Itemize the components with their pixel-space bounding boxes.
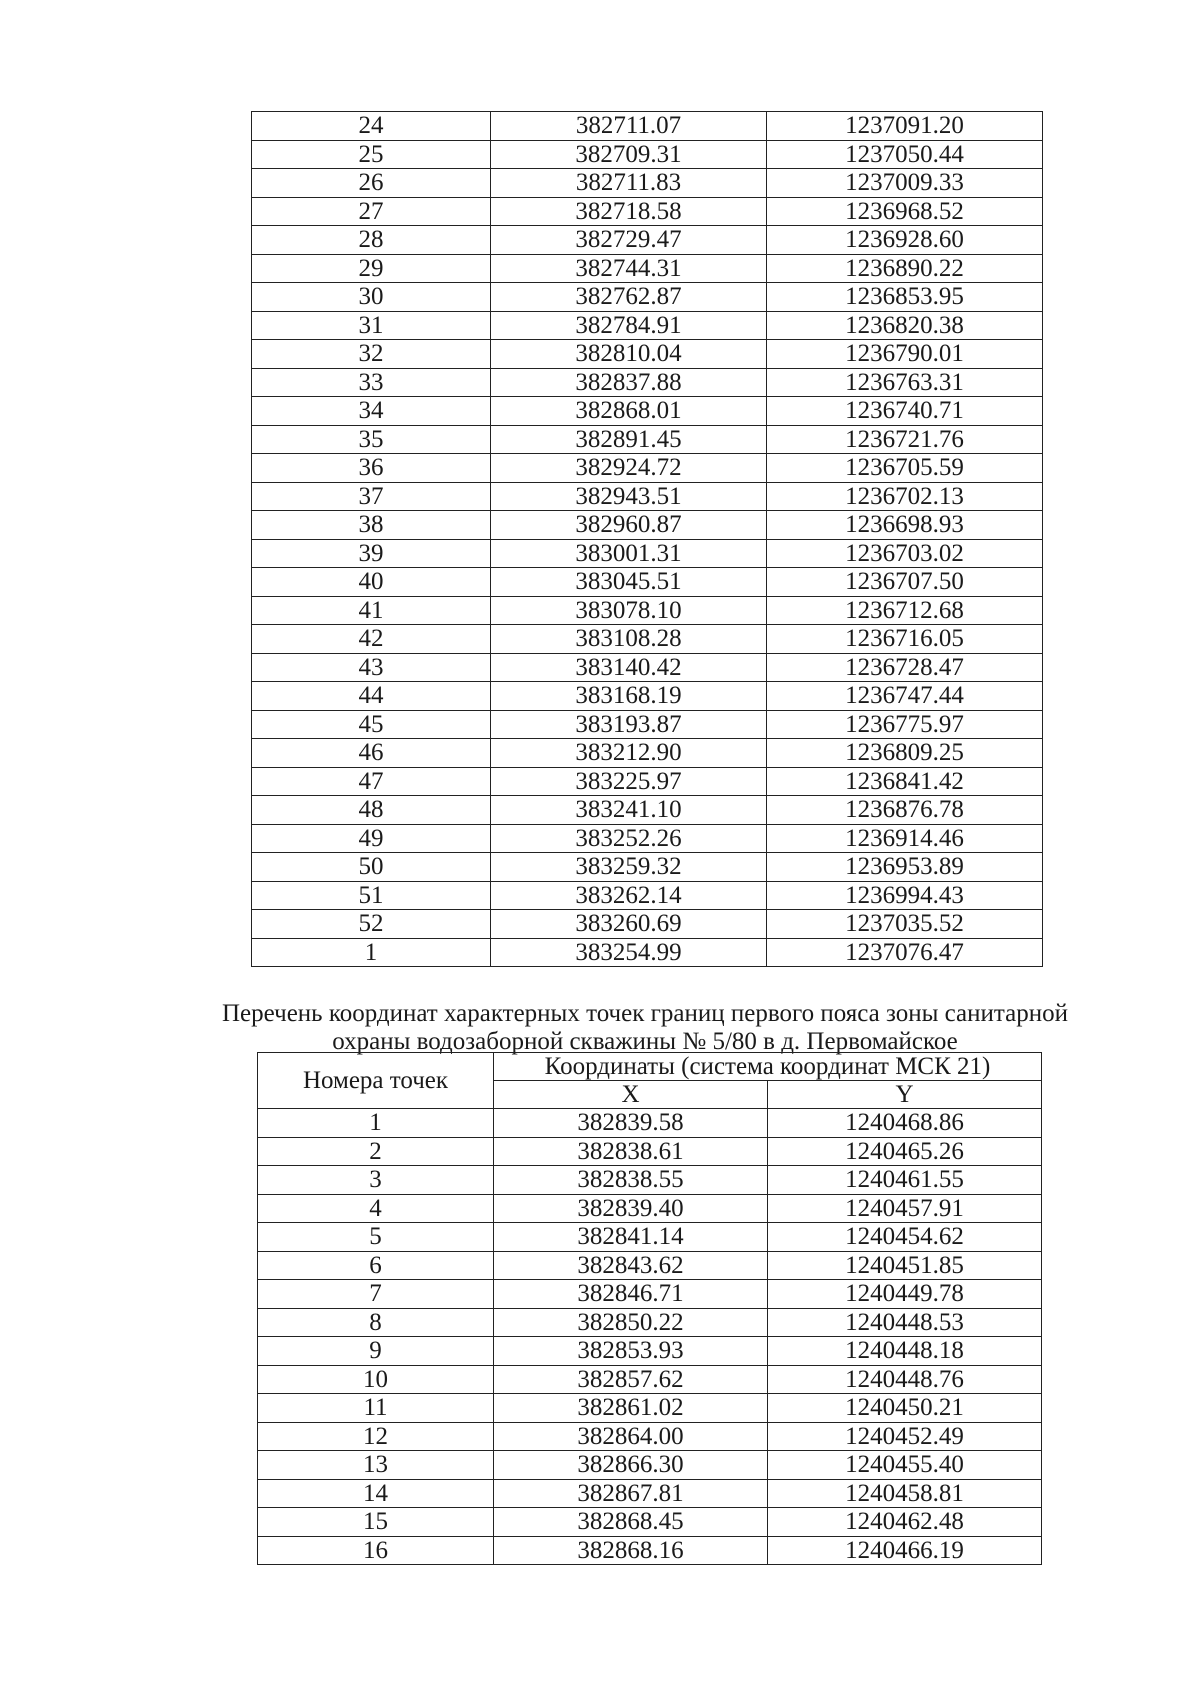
caption-line-1: Перечень координат характерных точек границ первого пояса зоны санитарной xyxy=(222,1000,1068,1027)
cell-x: 382850.22 xyxy=(494,1308,768,1337)
cell-y: 1240449.78 xyxy=(768,1280,1042,1309)
cell-point-number: 24 xyxy=(252,112,491,141)
header-x: X xyxy=(494,1081,768,1109)
cell-x: 383140.42 xyxy=(491,653,767,682)
table-row xyxy=(252,568,1043,597)
cell-x: 383168.19 xyxy=(491,682,767,711)
table-row xyxy=(252,653,1043,682)
cell-point-number: 32 xyxy=(252,340,491,369)
table-row xyxy=(252,910,1043,939)
cell-point-number: 43 xyxy=(252,653,491,682)
table-row xyxy=(258,1422,1042,1451)
table-row xyxy=(258,1166,1042,1195)
cell-y: 1237050.44 xyxy=(767,140,1043,169)
cell-y: 1236705.59 xyxy=(767,454,1043,483)
cell-y: 1240461.55 xyxy=(768,1166,1042,1195)
cell-y: 1237035.52 xyxy=(767,910,1043,939)
cell-x: 383225.97 xyxy=(491,767,767,796)
header-y: Y xyxy=(768,1081,1042,1109)
cell-x: 382943.51 xyxy=(491,482,767,511)
table-row xyxy=(258,1337,1042,1366)
cell-x: 382784.91 xyxy=(491,311,767,340)
cell-y: 1236747.44 xyxy=(767,682,1043,711)
cell-point-number: 14 xyxy=(258,1479,494,1508)
cell-x: 382924.72 xyxy=(491,454,767,483)
cell-point-number: 12 xyxy=(258,1422,494,1451)
table-row xyxy=(258,1251,1042,1280)
cell-point-number: 29 xyxy=(252,254,491,283)
cell-point-number: 38 xyxy=(252,511,491,540)
cell-point-number: 4 xyxy=(258,1194,494,1223)
cell-x: 382762.87 xyxy=(491,283,767,312)
cell-point-number: 1 xyxy=(258,1109,494,1138)
cell-point-number: 16 xyxy=(258,1536,494,1565)
cell-y: 1240452.49 xyxy=(768,1422,1042,1451)
table-row xyxy=(252,482,1043,511)
cell-point-number: 7 xyxy=(258,1280,494,1309)
cell-x: 383241.10 xyxy=(491,796,767,825)
cell-x: 382709.31 xyxy=(491,140,767,169)
cell-x: 382841.14 xyxy=(494,1223,768,1252)
cell-x: 382838.55 xyxy=(494,1166,768,1195)
cell-point-number: 6 xyxy=(258,1251,494,1280)
cell-point-number: 44 xyxy=(252,682,491,711)
cell-point-number: 27 xyxy=(252,197,491,226)
cell-x: 383045.51 xyxy=(491,568,767,597)
cell-x: 383078.10 xyxy=(491,596,767,625)
table-row xyxy=(252,824,1043,853)
header-point-numbers: Номера точек xyxy=(258,1053,494,1109)
cell-y: 1240455.40 xyxy=(768,1451,1042,1480)
cell-x: 383193.87 xyxy=(491,710,767,739)
cell-x: 382960.87 xyxy=(491,511,767,540)
table-row xyxy=(252,425,1043,454)
cell-x: 382857.62 xyxy=(494,1365,768,1394)
table-row xyxy=(252,710,1043,739)
cell-y: 1236841.42 xyxy=(767,767,1043,796)
cell-x: 382839.58 xyxy=(494,1109,768,1138)
cell-x: 382711.07 xyxy=(491,112,767,141)
cell-point-number: 25 xyxy=(252,140,491,169)
cell-x: 382864.00 xyxy=(494,1422,768,1451)
cell-x: 382711.83 xyxy=(491,169,767,198)
cell-y: 1240454.62 xyxy=(768,1223,1042,1252)
cell-y: 1236914.46 xyxy=(767,824,1043,853)
table-row xyxy=(252,938,1043,967)
cell-y: 1236763.31 xyxy=(767,368,1043,397)
cell-point-number: 31 xyxy=(252,311,491,340)
cell-y: 1236712.68 xyxy=(767,596,1043,625)
table-row xyxy=(252,311,1043,340)
well-coordinates-table xyxy=(257,1052,1042,1565)
cell-point-number: 2 xyxy=(258,1137,494,1166)
coordinates-table-continued xyxy=(251,111,1043,967)
cell-point-number: 26 xyxy=(252,169,491,198)
table-row xyxy=(258,1308,1042,1337)
cell-x: 382867.81 xyxy=(494,1479,768,1508)
table-row xyxy=(252,853,1043,882)
header-coordinates: Координаты (система координат МСК 21) xyxy=(494,1053,1042,1081)
cell-point-number: 47 xyxy=(252,767,491,796)
cell-x: 382891.45 xyxy=(491,425,767,454)
table-caption xyxy=(180,1000,1110,1056)
cell-point-number: 35 xyxy=(252,425,491,454)
cell-y: 1236928.60 xyxy=(767,226,1043,255)
cell-y: 1240448.18 xyxy=(768,1337,1042,1366)
cell-point-number: 33 xyxy=(252,368,491,397)
cell-x: 383212.90 xyxy=(491,739,767,768)
cell-x: 382810.04 xyxy=(491,340,767,369)
cell-x: 382866.30 xyxy=(494,1451,768,1480)
table-row xyxy=(258,1280,1042,1309)
cell-y: 1236740.71 xyxy=(767,397,1043,426)
cell-point-number: 51 xyxy=(252,881,491,910)
table-row xyxy=(252,767,1043,796)
cell-point-number: 50 xyxy=(252,853,491,882)
table-row xyxy=(258,1365,1042,1394)
cell-y: 1236820.38 xyxy=(767,311,1043,340)
cell-x: 383108.28 xyxy=(491,625,767,654)
cell-y: 1236876.78 xyxy=(767,796,1043,825)
cell-y: 1236994.43 xyxy=(767,881,1043,910)
table-row xyxy=(258,1137,1042,1166)
cell-y: 1236721.76 xyxy=(767,425,1043,454)
well-coordinates-body xyxy=(258,1109,1042,1565)
cell-y: 1240450.21 xyxy=(768,1394,1042,1423)
cell-y: 1236890.22 xyxy=(767,254,1043,283)
cell-y: 1240462.48 xyxy=(768,1508,1042,1537)
cell-x: 382839.40 xyxy=(494,1194,768,1223)
cell-point-number: 37 xyxy=(252,482,491,511)
cell-x: 382838.61 xyxy=(494,1137,768,1166)
cell-point-number: 30 xyxy=(252,283,491,312)
cell-x: 382868.01 xyxy=(491,397,767,426)
cell-y: 1236953.89 xyxy=(767,853,1043,882)
cell-y: 1236707.50 xyxy=(767,568,1043,597)
cell-point-number: 11 xyxy=(258,1394,494,1423)
cell-point-number: 34 xyxy=(252,397,491,426)
cell-y: 1236790.01 xyxy=(767,340,1043,369)
table-row xyxy=(252,140,1043,169)
cell-point-number: 36 xyxy=(252,454,491,483)
table-row xyxy=(252,226,1043,255)
table-row xyxy=(252,625,1043,654)
cell-y: 1236728.47 xyxy=(767,653,1043,682)
caption-line-2: охраны водозаборной скважины № 5/80 в д. Первомайское xyxy=(332,1028,958,1055)
cell-x: 382868.45 xyxy=(494,1508,768,1537)
table-row xyxy=(258,1194,1042,1223)
cell-y: 1236716.05 xyxy=(767,625,1043,654)
cell-x: 382843.62 xyxy=(494,1251,768,1280)
table-row xyxy=(252,283,1043,312)
cell-point-number: 48 xyxy=(252,796,491,825)
cell-point-number: 42 xyxy=(252,625,491,654)
table-row xyxy=(252,539,1043,568)
cell-point-number: 1 xyxy=(252,938,491,967)
cell-point-number: 39 xyxy=(252,539,491,568)
cell-x: 382861.02 xyxy=(494,1394,768,1423)
cell-point-number: 41 xyxy=(252,596,491,625)
table-row xyxy=(252,796,1043,825)
table-row xyxy=(258,1451,1042,1480)
coordinates-table-body xyxy=(252,112,1043,967)
cell-x: 383260.69 xyxy=(491,910,767,939)
cell-y: 1237009.33 xyxy=(767,169,1043,198)
cell-y: 1240466.19 xyxy=(768,1536,1042,1565)
table-row xyxy=(258,1479,1042,1508)
table-row xyxy=(252,881,1043,910)
cell-x: 382837.88 xyxy=(491,368,767,397)
cell-point-number: 5 xyxy=(258,1223,494,1252)
cell-x: 382853.93 xyxy=(494,1337,768,1366)
cell-x: 383252.26 xyxy=(491,824,767,853)
table-row xyxy=(252,197,1043,226)
table-row xyxy=(258,1394,1042,1423)
table-row xyxy=(252,454,1043,483)
cell-y: 1236809.25 xyxy=(767,739,1043,768)
cell-x: 382729.47 xyxy=(491,226,767,255)
cell-y: 1240451.85 xyxy=(768,1251,1042,1280)
cell-x: 382846.71 xyxy=(494,1280,768,1309)
table-row xyxy=(252,739,1043,768)
cell-point-number: 28 xyxy=(252,226,491,255)
table-row xyxy=(252,397,1043,426)
table-row xyxy=(252,368,1043,397)
cell-x: 382868.16 xyxy=(494,1536,768,1565)
cell-y: 1236702.13 xyxy=(767,482,1043,511)
cell-x: 383001.31 xyxy=(491,539,767,568)
cell-point-number: 46 xyxy=(252,739,491,768)
cell-x: 383262.14 xyxy=(491,881,767,910)
cell-point-number: 15 xyxy=(258,1508,494,1537)
cell-point-number: 45 xyxy=(252,710,491,739)
table-row xyxy=(258,1109,1042,1138)
cell-y: 1236968.52 xyxy=(767,197,1043,226)
cell-point-number: 52 xyxy=(252,910,491,939)
cell-point-number: 3 xyxy=(258,1166,494,1195)
table-row xyxy=(252,112,1043,141)
cell-y: 1236775.97 xyxy=(767,710,1043,739)
table-row xyxy=(252,254,1043,283)
table-row xyxy=(258,1508,1042,1537)
cell-y: 1236853.95 xyxy=(767,283,1043,312)
cell-y: 1236698.93 xyxy=(767,511,1043,540)
cell-point-number: 49 xyxy=(252,824,491,853)
table-header xyxy=(258,1053,1042,1109)
cell-x: 382744.31 xyxy=(491,254,767,283)
table-row xyxy=(252,340,1043,369)
cell-point-number: 13 xyxy=(258,1451,494,1480)
cell-point-number: 10 xyxy=(258,1365,494,1394)
table-row xyxy=(258,1536,1042,1565)
cell-x: 383254.99 xyxy=(491,938,767,967)
cell-y: 1237076.47 xyxy=(767,938,1043,967)
table-row xyxy=(258,1223,1042,1252)
cell-y: 1240468.86 xyxy=(768,1109,1042,1138)
table-row xyxy=(252,596,1043,625)
cell-x: 383259.32 xyxy=(491,853,767,882)
cell-y: 1240465.26 xyxy=(768,1137,1042,1166)
cell-y: 1240458.81 xyxy=(768,1479,1042,1508)
cell-y: 1240448.76 xyxy=(768,1365,1042,1394)
cell-y: 1236703.02 xyxy=(767,539,1043,568)
cell-y: 1240448.53 xyxy=(768,1308,1042,1337)
cell-point-number: 40 xyxy=(252,568,491,597)
cell-x: 382718.58 xyxy=(491,197,767,226)
cell-point-number: 9 xyxy=(258,1337,494,1366)
cell-y: 1240457.91 xyxy=(768,1194,1042,1223)
cell-point-number: 8 xyxy=(258,1308,494,1337)
table-row xyxy=(252,169,1043,198)
table-row xyxy=(252,511,1043,540)
table-row xyxy=(252,682,1043,711)
cell-y: 1237091.20 xyxy=(767,112,1043,141)
